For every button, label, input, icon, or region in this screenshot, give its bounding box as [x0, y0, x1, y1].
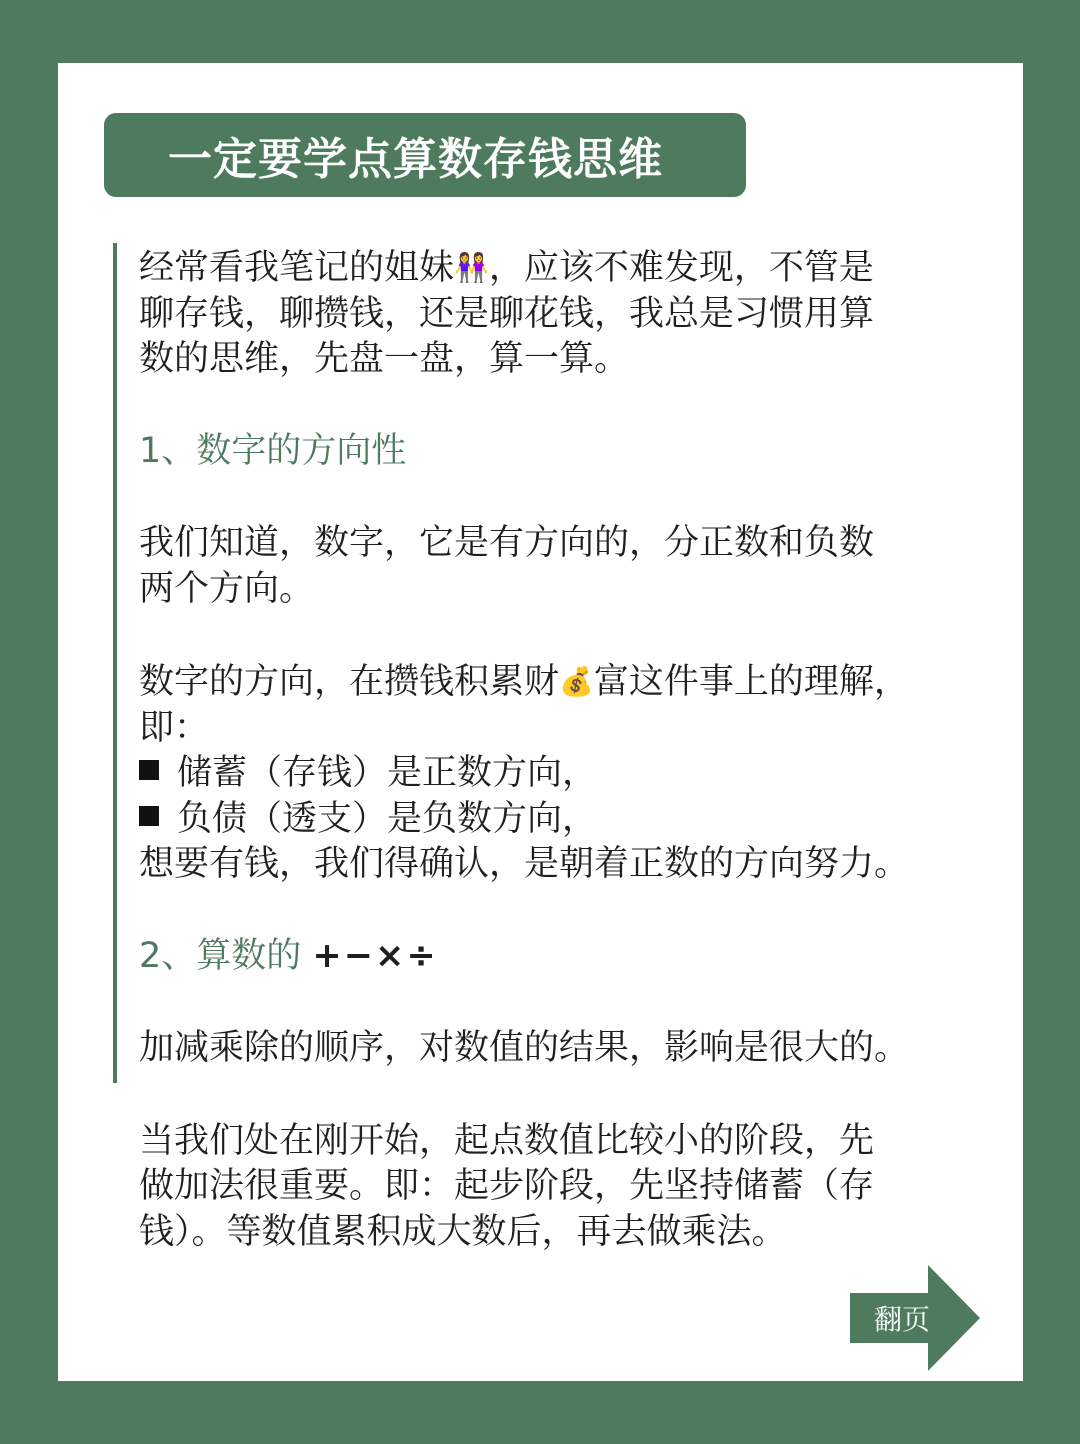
accent-vertical-line: [113, 243, 117, 1083]
section-2-para-2-line-1: 当我们处在刚开始，起点数值比较小的阶段，先: [139, 1120, 875, 1161]
page-title: 一定要学点算数存钱思维: [168, 134, 663, 185]
square-bullet-icon: [139, 806, 159, 826]
section-2-heading-text: 2、算数的: [139, 935, 313, 976]
bullet-item-savings: [139, 751, 979, 797]
note-card: [58, 63, 1023, 1381]
section-1-heading: 1、数字的方向性: [139, 430, 407, 471]
para-text: 富这件事上的理解，: [593, 662, 909, 702]
section-2-para-2-line-3: 钱）。等数值累积成大数后，再去做乘法。: [139, 1211, 787, 1252]
bullet-text: 负债（透支）是负数方向，: [177, 798, 598, 839]
section-2-heading: [139, 934, 979, 980]
section-1-para-2-line-1: [139, 659, 979, 706]
article-body: [139, 245, 979, 1255]
next-page-button[interactable]: [850, 1265, 980, 1371]
section-2-para-1: 加减乘除的顺序，对数值的结果，影响是很大的。: [139, 1028, 910, 1068]
intro-line-1: [139, 245, 979, 292]
next-page-label: 翻页: [873, 1303, 930, 1336]
section-1-para-2-line-5: 想要有钱，我们得确认，是朝着正数的方向努力。: [139, 844, 910, 884]
intro-text: ，应该不难发现，不管是: [488, 248, 874, 288]
section-2-para-2-line-2: 做加法很重要。即：起步阶段，先坚持储蓄（存: [139, 1166, 875, 1206]
two-women-emoji-icon: 👭: [454, 251, 489, 284]
title-banner: [104, 113, 746, 197]
intro-text: 经常看我笔记的姐妹: [139, 248, 455, 288]
intro-line-2: 聊存钱，聊攒钱，还是聊花钱，我总是习惯用算: [139, 293, 875, 334]
section-1-para-2-line-2: 即：: [139, 707, 210, 748]
section-1-para-1-line-1: 我们知道，数字，它是有方向的，分正数和负数: [139, 523, 875, 563]
section-1-para-1-line-2: 两个方向。: [139, 568, 315, 609]
para-text: 数字的方向，在攒钱积累财: [139, 662, 560, 702]
bullet-text: 储蓄（存钱）是正数方向，: [177, 753, 598, 793]
bullet-item-debt: [139, 797, 979, 843]
intro-line-3: 数的思维，先盘一盘，算一算。: [139, 339, 630, 379]
money-bag-emoji-icon: 💰: [559, 665, 594, 698]
square-bullet-icon: [139, 760, 159, 780]
math-operators-icon: +−×÷: [312, 935, 438, 976]
